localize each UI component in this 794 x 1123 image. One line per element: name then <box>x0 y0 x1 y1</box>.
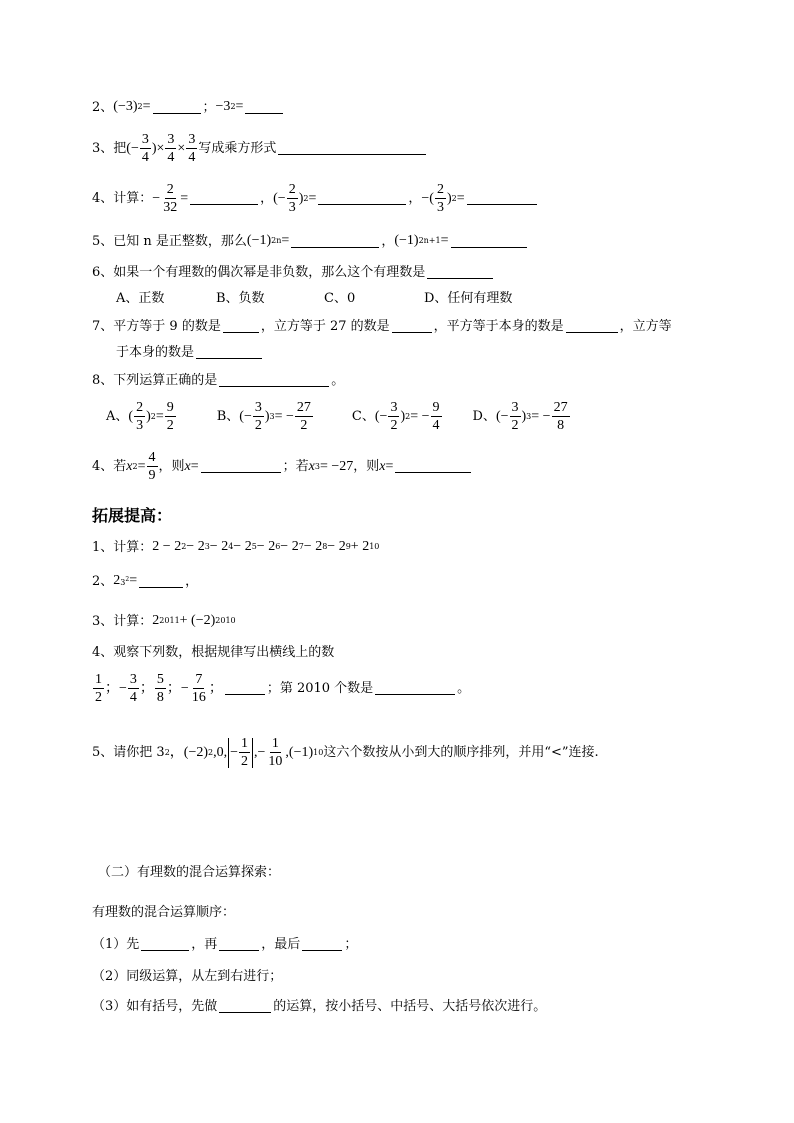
answer-blank[interactable] <box>190 192 258 205</box>
extension-4-sequence: $\frac{1}{2}$ ；− $\frac{3}{4}$ ； $\frac{5}{8}$ ；− $\frac{7}{16}$ ； ；第 2010 个数是 。 <box>95 672 471 705</box>
option-a[interactable]: A、 <box>106 409 129 424</box>
option-c[interactable]: C、 <box>351 409 375 424</box>
answer-blank[interactable] <box>153 101 201 114</box>
question-4-solve: 4、 若 x 2 = $\frac{4}{9}$ ，则 x = ；若 x 3 = −27 ，则 x = <box>92 450 473 483</box>
answer-blank[interactable] <box>201 460 281 473</box>
question-8-options: A、 ( $\frac{2}{3}$ ) 2 = $\frac{9}{2}$ B、 (− $\frac{3}{2}$ ) 3 = − $\frac{27}{2}$ C、 (− $\frac{3}{2}$ ) 2 = − $\frac{9}{4}$ D、 (− $\frac{3}{2}$ ) 3 = − $\frac{27}{8}$ <box>106 400 568 433</box>
question-6: 6、 如果一个有理数的偶次幂是非负数，那么这个有理数是 <box>92 266 495 279</box>
option-c[interactable]: C、0 <box>324 291 356 306</box>
extension-5: 5、 请你把 3 2 ，(−2) 2 ,0, − $\frac{1}{2}$ ,− $\frac{1}{10}$ ,(−1) 10 这六个数按从小到大的顺序排列，并用“<”连接. <box>92 736 599 769</box>
answer-blank[interactable] <box>302 938 342 951</box>
fraction: $\frac{2}{3}$ <box>436 182 444 215</box>
answer-blank[interactable] <box>392 320 432 333</box>
section-heading: 拓展提高： <box>92 506 173 525</box>
answer-blank[interactable] <box>427 266 493 279</box>
fraction: $\frac{2}{32}$ <box>163 182 178 215</box>
answer-blank[interactable] <box>566 320 618 333</box>
fraction: $\frac{3}{4}$ <box>141 132 149 165</box>
option-d[interactable]: D、 <box>472 409 496 424</box>
answer-blank[interactable] <box>291 235 379 248</box>
q-number: 2、 <box>92 99 114 115</box>
fraction: $\frac{3}{4}$ <box>167 132 175 165</box>
order-step-1: （1）先 ，再 ，最后 ； <box>92 937 358 952</box>
order-step-3: （3）如有括号，先做 的运算，按小括号、中括号、大括号依次进行。 <box>92 999 547 1014</box>
fraction: $\frac{2}{3}$ <box>288 182 296 215</box>
answer-blank[interactable] <box>139 575 183 588</box>
extension-4: 4、 观察下列数，根据规律写出横线上的数 <box>92 645 335 660</box>
answer-blank[interactable] <box>219 374 329 387</box>
fraction: $\frac{3}{4}$ <box>188 132 196 165</box>
question-3: 3、 把 (− $\frac{3}{4}$ )× $\frac{3}{4}$ × $\frac{3}{4}$ 写成乘方形式 <box>92 132 428 165</box>
answer-blank[interactable] <box>451 235 527 248</box>
question-7-cont: 于本身的数是 <box>116 346 264 359</box>
question-5: 5、 已知 n 是正整数，那么 (−1) 2n = ， (−1) 2n+1 = <box>92 234 529 248</box>
answer-blank[interactable] <box>395 460 471 473</box>
extension-1: 1、 计算： 2 − 2 2 − 2 3 − 2 4 − 2 5 − 2 6 − 2 7 − 2 8 − 2 9 + 2 10 <box>92 539 380 555</box>
answer-blank[interactable] <box>219 938 259 951</box>
answer-blank[interactable] <box>225 682 265 695</box>
order-title: 有理数的混合运算顺序： <box>92 905 236 920</box>
question-7: 7、 平方等于 9 的数是 ，立方等于 27 的数是 ，平方等于本身的数是 ，立方等 <box>92 319 672 334</box>
answer-blank[interactable] <box>223 320 259 333</box>
answer-blank[interactable] <box>196 346 262 359</box>
option-a[interactable]: A、正数 <box>116 291 165 306</box>
section-2-title: （二）有理数的混合运算探索： <box>98 865 281 880</box>
question-8: 8、 下列运算正确的是 。 <box>92 373 345 388</box>
option-b[interactable]: B、 <box>216 409 240 424</box>
question-2: 2、 (−3) 2 = ； −3 2 = <box>92 100 285 114</box>
question-6-options <box>116 292 512 305</box>
answer-blank[interactable] <box>375 682 455 695</box>
option-d[interactable]: D、任何有理数 <box>424 291 513 306</box>
answer-blank[interactable] <box>219 1000 271 1013</box>
answer-blank[interactable] <box>278 142 426 155</box>
answer-blank[interactable] <box>318 192 406 205</box>
question-4-calc: 4、 计算： − $\frac{2}{32}$ = ， (− $\frac{2}{3}$ ) 2 = ， −( $\frac{2}{3}$ ) 2 = <box>92 182 539 215</box>
order-step-2: （2）同级运算，从左到右进行； <box>92 969 283 984</box>
option-b[interactable]: B、负数 <box>216 291 265 306</box>
answer-blank[interactable] <box>467 192 537 205</box>
extension-3: 3、 计算： 2 2011 + (−2) 2010 <box>92 613 236 629</box>
answer-blank[interactable] <box>245 101 283 114</box>
answer-blank[interactable] <box>141 938 189 951</box>
extension-2: 2、 2 $3^2$ = ， <box>92 573 199 589</box>
